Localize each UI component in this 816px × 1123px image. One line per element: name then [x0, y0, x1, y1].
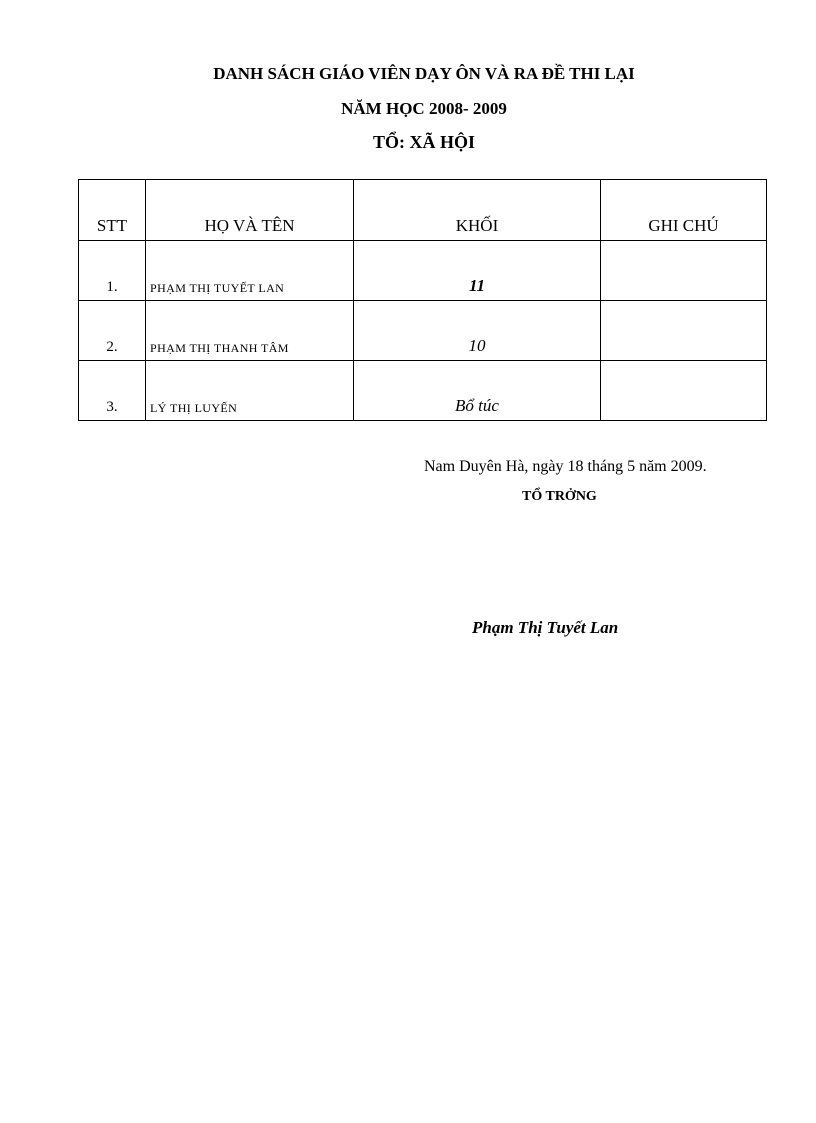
column-header-stt: STT	[79, 180, 146, 241]
row-note	[601, 241, 767, 301]
row-name: PHẠM THỊ THANH TÂM	[146, 301, 354, 361]
teacher-table	[78, 179, 767, 421]
document-title: DANH SÁCH GIÁO VIÊN DẠY ÔN VÀ RA ĐỀ THI LẠI	[213, 64, 635, 83]
table-row	[79, 301, 767, 361]
row-note	[601, 301, 767, 361]
school-year: NĂM HỌC 2008- 2009	[341, 99, 507, 118]
signer-role: TỔ TRỞNG	[522, 489, 597, 504]
row-note	[601, 361, 767, 421]
row-khoi: Bổ túc	[354, 361, 601, 421]
row-khoi: 10	[354, 301, 601, 361]
row-khoi: 11	[354, 241, 601, 301]
row-name: PHẠM THỊ TUYẾT LAN	[146, 241, 354, 301]
row-stt: 1.	[79, 241, 146, 301]
table-header-row	[79, 180, 767, 241]
column-header-note: GHI CHÚ	[601, 180, 767, 241]
place-date: Nam Duyên Hà, ngày 18 tháng 5 năm 2009.	[424, 458, 707, 475]
column-header-khoi: KHỐI	[354, 180, 601, 241]
table-row	[79, 241, 767, 301]
signer-name: Phạm Thị Tuyết Lan	[472, 618, 619, 637]
row-stt: 3.	[79, 361, 146, 421]
table-row	[79, 361, 767, 421]
row-stt: 2.	[79, 301, 146, 361]
column-header-name: HỌ VÀ TÊN	[146, 180, 354, 241]
group-name: TỔ: XÃ HỘI	[372, 132, 475, 152]
row-name: LÝ THỊ LUYẾN	[146, 361, 354, 421]
